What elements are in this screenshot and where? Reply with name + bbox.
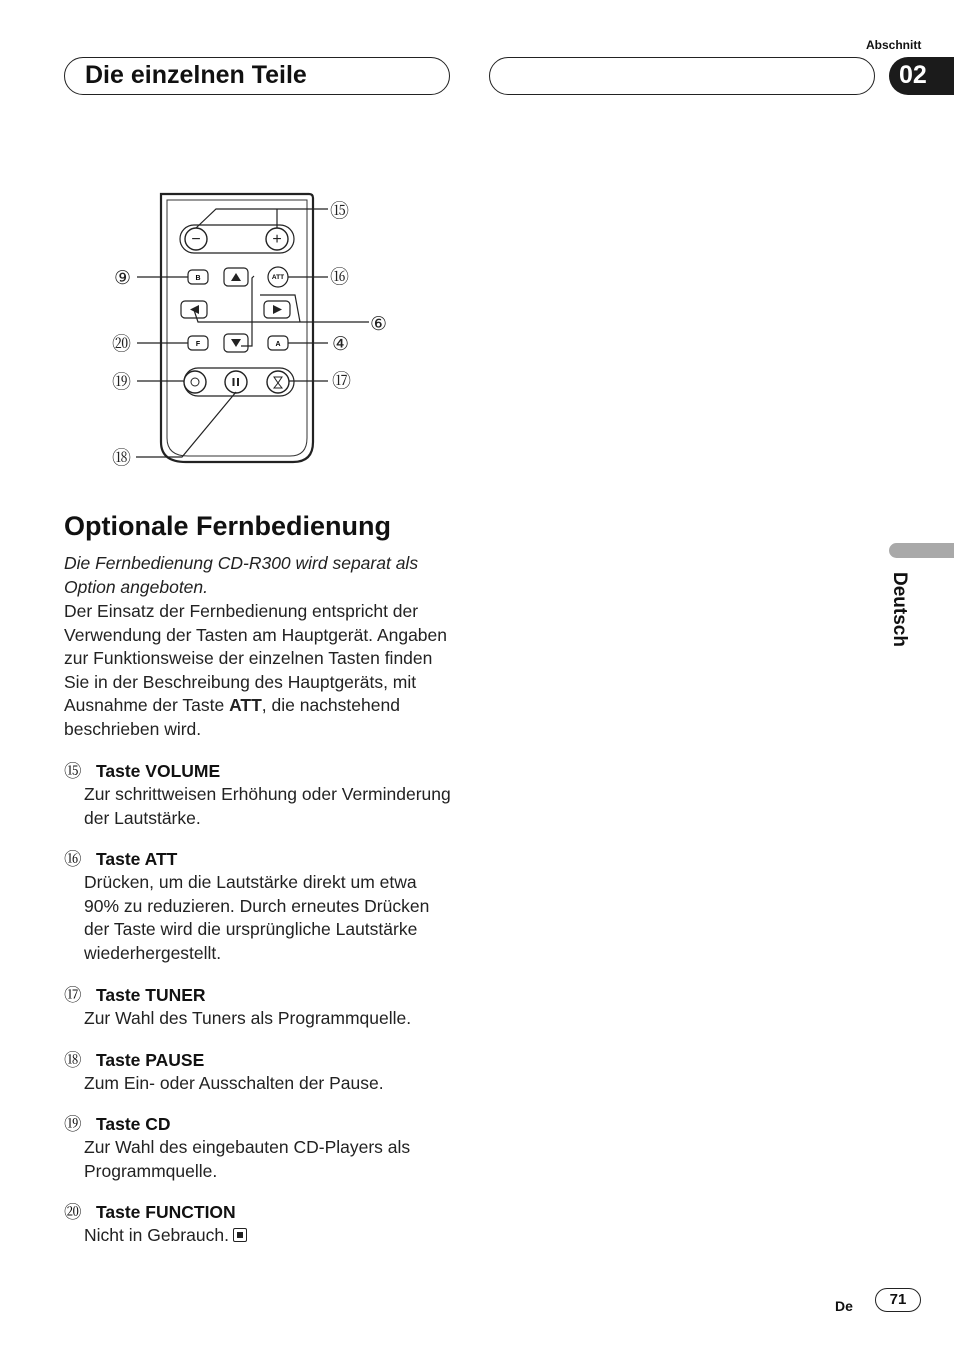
item-number: ⑲ <box>64 1114 82 1134</box>
item-description: Drücken, um die Lautstärke direkt um etwa 90% zu reduzieren. Durch erneutes Drücken der Taste wird die ursprüngliche Lautstärke wiederhergestellt. <box>84 872 430 963</box>
b-button-label: B <box>195 275 201 282</box>
callout-19: ⑲ <box>112 372 132 393</box>
item-number: ⑱ <box>64 1050 82 1070</box>
intro-bold-att: ATT <box>229 695 262 716</box>
item-description-text: Nicht in Gebrauch. <box>84 1225 229 1245</box>
list-item-cd <box>64 1112 456 1183</box>
a-button-label: A <box>275 341 281 348</box>
item-title: Taste TUNER <box>96 985 206 1005</box>
intro-italic: Die Fernbedienung CD-R300 wird separat als Option angeboten. <box>64 553 419 597</box>
item-number: ⑮ <box>64 761 82 781</box>
att-button-label: ATT <box>271 274 285 281</box>
callout-9: ⑨ <box>114 268 132 289</box>
item-title: Taste VOLUME <box>96 761 221 781</box>
remote-body <box>161 194 313 462</box>
intro-paragraph <box>64 600 456 742</box>
item-number: ⑳ <box>64 1202 82 1222</box>
chapter-title-box <box>64 57 450 95</box>
list-item-pause <box>64 1048 456 1096</box>
list-item-volume <box>64 759 456 830</box>
item-title: Taste CD <box>96 1114 171 1134</box>
footer-language-code: De <box>835 1298 853 1314</box>
callout-20: ⑳ <box>112 334 132 355</box>
callout-16: ⑯ <box>330 267 350 288</box>
list-item-att <box>64 847 456 965</box>
item-title: Taste ATT <box>96 849 178 869</box>
header-empty-box <box>489 57 875 95</box>
page-number: 71 <box>875 1288 921 1312</box>
language-tab-marker <box>889 543 954 558</box>
cd-button <box>184 371 206 393</box>
item-description: Zum Ein- oder Ausschalten der Pause. <box>84 1073 384 1093</box>
section-number: 02 <box>899 61 927 89</box>
item-description <box>84 1224 456 1248</box>
callout-15: ⑮ <box>330 201 350 222</box>
list-item-function <box>64 1200 456 1248</box>
section-number-badge <box>889 57 954 95</box>
tuner-button <box>267 371 289 393</box>
svg-text:−: − <box>191 231 201 248</box>
item-description: Zur Wahl des Tuners als Programmquelle. <box>84 1008 412 1028</box>
item-title: Taste FUNCTION <box>96 1202 236 1222</box>
item-number: ⑰ <box>64 985 82 1005</box>
callout-17: ⑰ <box>332 371 352 392</box>
item-title: Taste PAUSE <box>96 1050 205 1070</box>
item-description: Zur Wahl des eingebauten CD-Players als Programmquelle. <box>84 1137 411 1181</box>
callout-18: ⑱ <box>112 448 132 469</box>
language-tab-label: Deutsch <box>889 572 910 647</box>
chapter-title: Die einzelnen Teile <box>85 61 307 89</box>
item-number: ⑯ <box>64 849 82 869</box>
remote-control-figure <box>100 180 400 470</box>
section-heading: Optionale Fernbedienung <box>64 511 392 541</box>
callout-6: ⑥ <box>370 314 388 335</box>
item-description: Zur schrittweisen Erhöhung oder Verminderung der Lautstärke. <box>84 784 451 828</box>
svg-text:+: + <box>272 231 282 248</box>
list-item-tuner <box>64 983 456 1031</box>
intro-text-2: , die nachstehend beschrieben wird. <box>64 695 400 739</box>
section-label: Abschnitt <box>866 38 922 52</box>
pause-button <box>225 371 247 393</box>
intro-text-1: Der Einsatz der Fernbedienung entspricht der Verwendung der Tasten am Hauptgerät. Angaben zur Funktionsweise der einzelnen Tasten finden Sie in der Beschreibung des Hauptgeräts, mit Ausnahme der Taste <box>64 601 448 716</box>
end-mark-icon <box>233 1228 247 1242</box>
callout-4: ④ <box>332 334 350 355</box>
f-button-label: F <box>195 341 201 348</box>
